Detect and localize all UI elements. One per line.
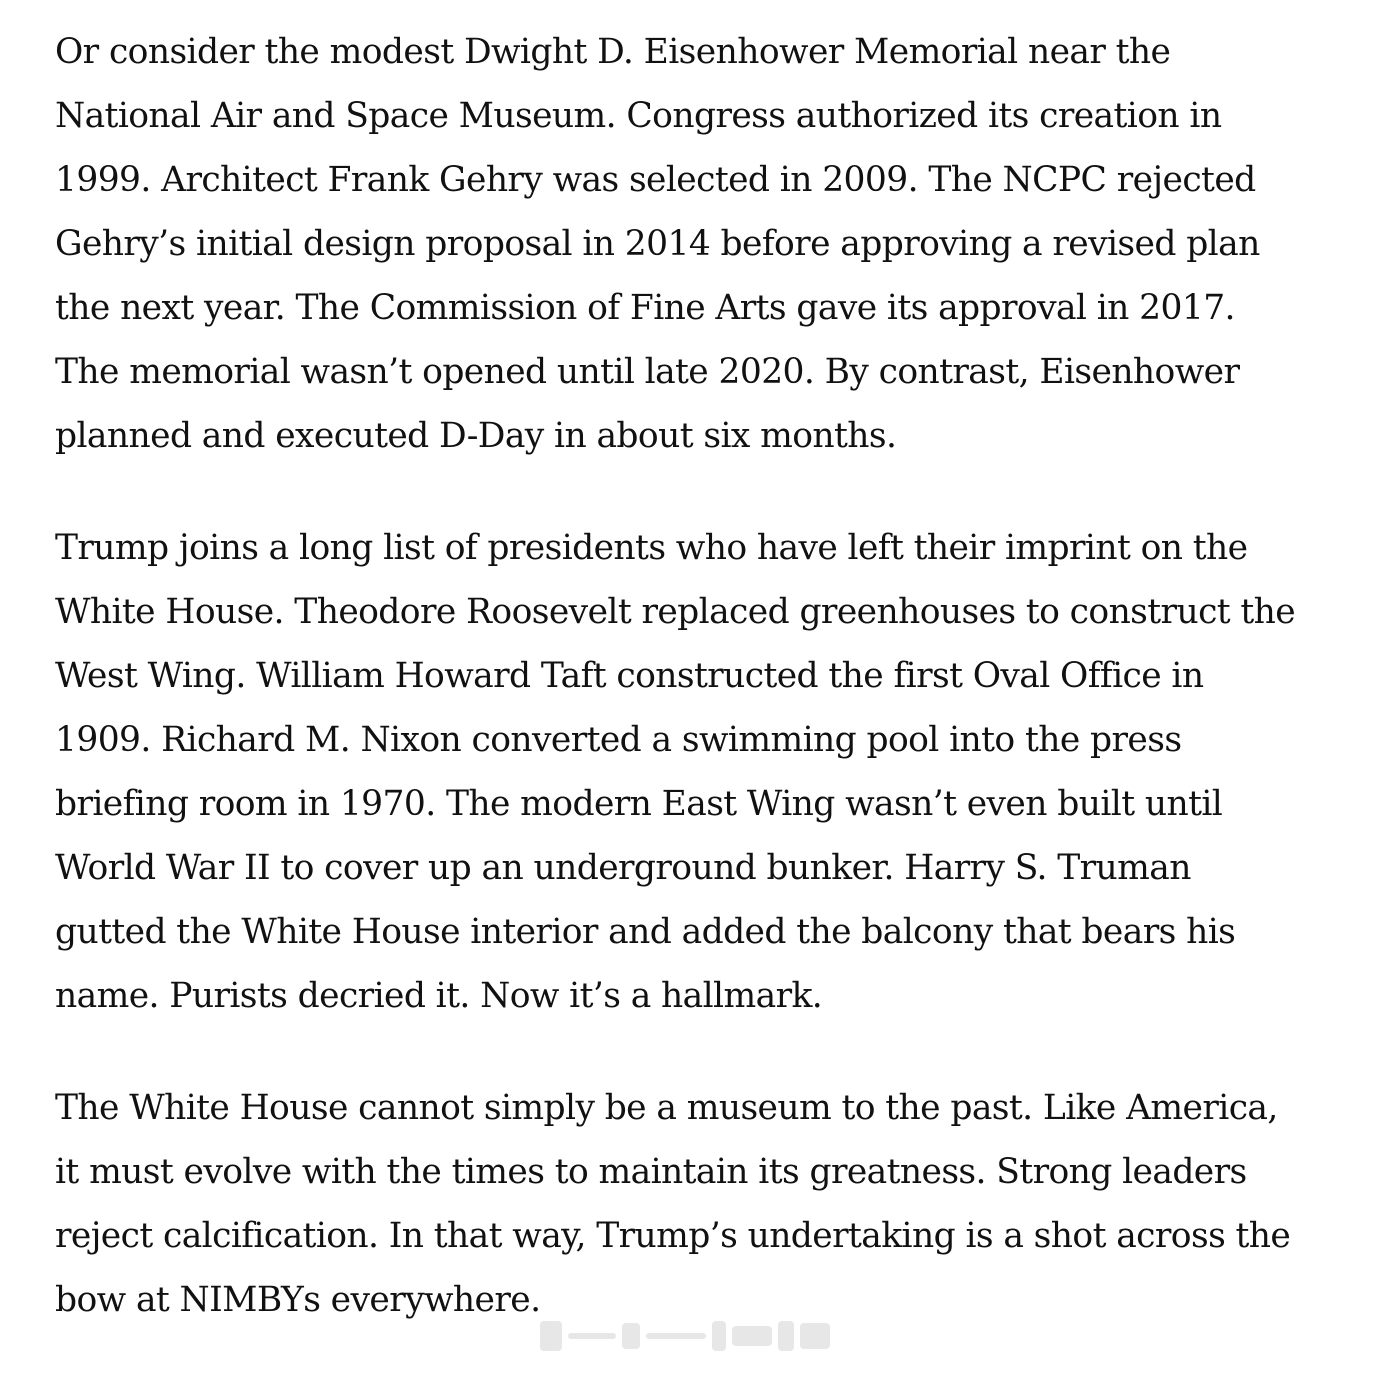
text-line: reject calcification. In that way, Trump’s undertaking is a shot across the — [55, 1216, 1291, 1256]
article-body — [55, 20, 1355, 1380]
text-line: The memorial wasn’t opened until late 2020. By contrast, Eisenhower — [55, 352, 1240, 392]
text-line: National Air and Space Museum. Congress authorized its creation in — [55, 96, 1222, 136]
text-line: name. Purists decried it. Now it’s a hallmark. — [55, 976, 823, 1016]
text-line: gutted the White House interior and added the balcony that bears his — [55, 912, 1236, 952]
text-line: White House. Theodore Roosevelt replaced greenhouses to construct the — [55, 592, 1296, 632]
text-line: planned and executed D-Day in about six months. — [55, 416, 897, 456]
text-line: 1909. Richard M. Nixon converted a swimming pool into the press — [55, 720, 1182, 760]
watermark-icon — [540, 1318, 850, 1354]
text-line: bow at NIMBYs everywhere. — [55, 1280, 541, 1320]
text-line: it must evolve with the times to maintain its greatness. Strong leaders — [55, 1152, 1247, 1192]
text-line: Trump joins a long list of presidents who have left their imprint on the — [55, 528, 1248, 568]
text-line: West Wing. William Howard Taft constructed the first Oval Office in — [55, 656, 1204, 696]
text-line: Or consider the modest Dwight D. Eisenhower Memorial near the — [55, 32, 1171, 72]
text-line: The White House cannot simply be a museum to the past. Like America, — [55, 1088, 1278, 1128]
text-line: 1999. Architect Frank Gehry was selected in 2009. The NCPC rejected — [55, 160, 1256, 200]
paragraph-white-house-evolve — [55, 1076, 1355, 1332]
text-line: the next year. The Commission of Fine Arts gave its approval in 2017. — [55, 288, 1235, 328]
paragraph-presidents-imprint — [55, 516, 1355, 1028]
text-line: World War II to cover up an underground bunker. Harry S. Truman — [55, 848, 1191, 888]
text-line: briefing room in 1970. The modern East Wing wasn’t even built until — [55, 784, 1223, 824]
text-line: Gehry’s initial design proposal in 2014 before approving a revised plan — [55, 224, 1260, 264]
paragraph-eisenhower-memorial — [55, 20, 1355, 468]
